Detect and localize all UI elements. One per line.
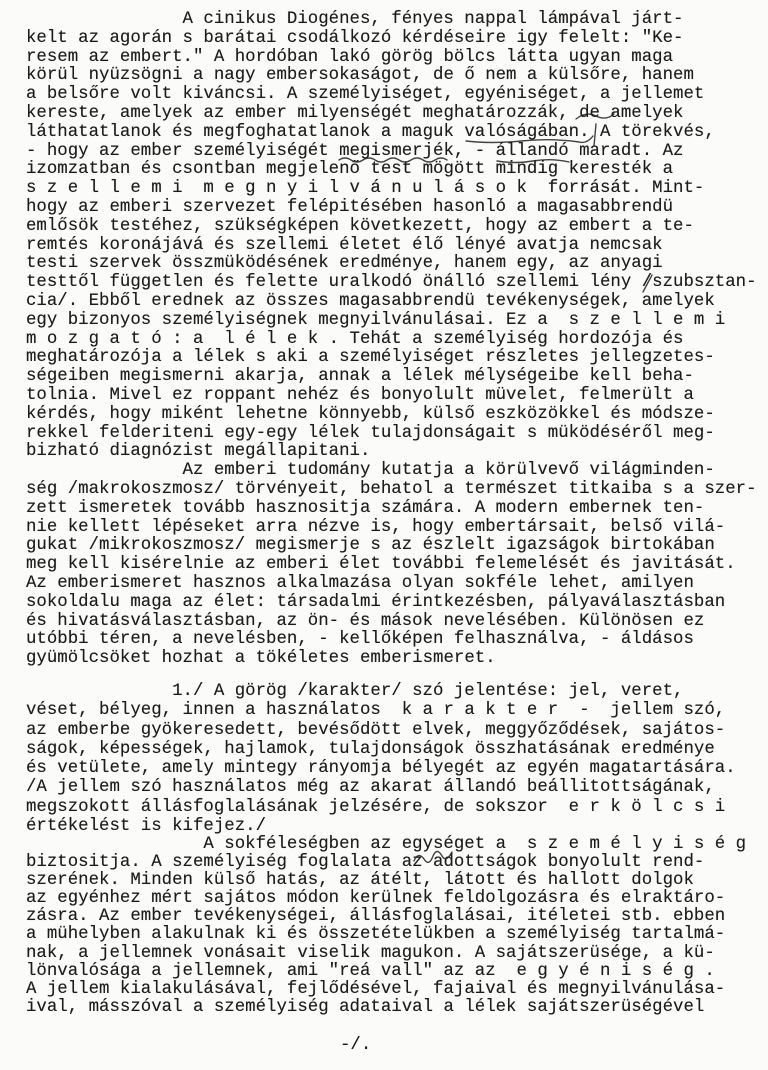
text-line: körül nyüzsögni a nagy embersokaságot, de ő nem a külsőre, hanem [26,66,694,86]
text-line: ségeiben megismerni akarja, annak a lélek mélységeibe kell beha- [26,367,694,387]
text-line: Az emberismeret hasznos alkalmazása olyan sokféle lehet, amilyen [26,573,694,593]
text-line: meghatározója a lélek s aki a személyiséget részletes jellegzetes- [26,348,715,368]
footnote-line: megszokott állásfoglalásának jelzésére, de sokszor e r k ö l c s i [26,797,726,817]
text-line: kereste, amelyek az ember milyenségét meghatározzák, de amelyek [26,103,684,123]
text-line: egy bizonyos személyiségnek megnyilvánulásai. Ez a s z e l l e m i [26,310,726,330]
text-line: láthatatlanok és megfoghatatlanok a maguk valóságában. A törekvés, [26,122,715,142]
footnote-line: /A jellem szó használatos még az akarat állandó beállitottságának, [26,778,715,798]
text-line: és hivatásválasztásban, az ön- és mások nevelésében. Különösen ez [26,611,705,631]
footnote-line: véset, bélyeg, innen a használatos k a r a k t e r - jellem szó, [26,701,726,721]
text-line: bizható diagnózist megállapitani. [26,442,371,462]
text-line: sokoldalu maga az élet: társadalmi érintkezésben, pályaválasztásban [26,592,726,612]
text-line: lönvalósága a jellemnek, ami "reá vall" az az e g y é n i s é g . [26,961,715,981]
continuation-mark: -/. [340,1036,372,1055]
text-line: s z e l l e m i m e g n y i l v á n u l á s o k forrását. Mint- [26,179,705,199]
text-line: Az emberi tudomány kutatja a körülvevő világminden- [182,461,715,481]
text-line: kelt az agorán s barátai csodálkozó kérdéseire igy felelt: "Ke- [26,28,684,48]
footnote-line: az emberbe gyökeresedett, bevésődött elvek, meggyőződések, sajátos- [26,720,726,740]
text-line: izomzatban és csontban megjelenő test mögött mindig keresték a [26,160,674,180]
text-line: kérdés, hogy miként lehetne könnyebb, külső eszközökkel és módsze- [26,404,715,424]
text-line: emlősök testéhez, szükségképen következett, hogy az embert a te- [26,216,694,236]
footnote [26,682,768,836]
text-line: cia/. Ebből erednek az összes magasabbrendü tevékenységek, amelyek [26,291,715,311]
text-line: A cinikus Diogénes, fényes nappal lámpával járt- [182,10,684,29]
text-line: - hogy az ember személyiségét megismerjék, - állandó maradt. Az [26,141,684,161]
text-line: testtől független és felette uralkodó önálló szellemi lény /szubsztan- [26,273,757,293]
text-line: A sokféleségben az egységet a s z e m é l y i s é g [203,835,747,854]
text-line: hogy az emberi szervezet felépitésében hasonló a magasabbrendü [26,197,674,217]
text-line: remtés koronájává és szellemi életet élő lényé avatja nemcsak [26,235,663,255]
closing-paragraph [26,836,768,1017]
footnote-line: értékelést is kifejez./ [26,817,267,837]
text-line: gukat /mikrokoszmosz/ megismerje s az észlelt igazságok birtokában [26,536,715,556]
text-line: ival, másszóval a személyiség adataival a lélek sajátszerüségével [26,997,705,1017]
text-line: nie kellett lépéseket arra nézve is, hogy embertársait, belső vilá- [26,517,726,537]
text-line: zett ismeretek tovább hasznositja számára. A modern embernek ten- [26,498,705,518]
text-line: m o z g a t ó : a l é l e k . Tehát a személyiség hordozója és [26,329,684,349]
text-line: testi szervek összmüködésének eredménye, hanem egy, az anyagi [26,254,663,274]
text-line: zásra. Az ember tevékenységei, állásfoglalásai, itéletei stb. ebben [26,907,726,927]
text-line: az egyénhez mért sajátos módon kerülnek feldolgozásra és elraktáro- [26,889,726,909]
text-line: biztositja. A személyiség foglalata az adottságok bonyolult rend- [26,853,705,873]
footnote-line: ságok, képességek, hajlamok, tulajdonságok összhatásának eredménye [26,739,715,759]
text-line: utóbbi téren, a nevelésben, - kellőképen felhasználva, - áldásos [26,630,694,650]
text-line: a belsőre volt kiváncsi. A személyiséget, egyéniséget, a jellemet [26,85,705,105]
text-line: szerének. Minden külső hatás, az átélt, látott és hallott dolgok [26,871,694,891]
text-line: resem az embert." A hordóban lakó görög bölcs látta ugyan maga [26,47,674,67]
footnote-line: 1./ A görög /karakter/ szó jelentése: jel, veret, [172,682,684,701]
text-line: rekkel felderiteni egy-egy lélek tulajdonságait s müködéséről meg- [26,423,715,443]
footnote-line: és vetülete, amely mintegy rányomja bélyegét az egyén magatartására. [26,759,736,779]
text-line: nak, a jellemnek vonásait viselik magukon. A sajátszerüsége, a kü- [26,943,715,963]
text-line: gyümölcsöket hozhat a tökéletes emberismeret. [26,649,496,669]
text-line: meg kell kisérelnie az emberi élet további felemelését és javitását. [26,555,736,575]
main-paragraphs [26,11,768,669]
text-line: tolnia. Mivel ez roppant nehéz és bonyolult müvelet, felmerült a [26,385,694,405]
text-line: ség /makrokoszmosz/ törvényeit, behatol a természet titkaiba s a szer- [26,479,757,499]
text-line: A jellem kialakulásával, fejlődésével, fajaival és megnyilvánulása- [26,979,726,999]
text-line: a mühelyben alakulnak ki és összetételükben a személyiség tartalmá- [26,925,726,945]
